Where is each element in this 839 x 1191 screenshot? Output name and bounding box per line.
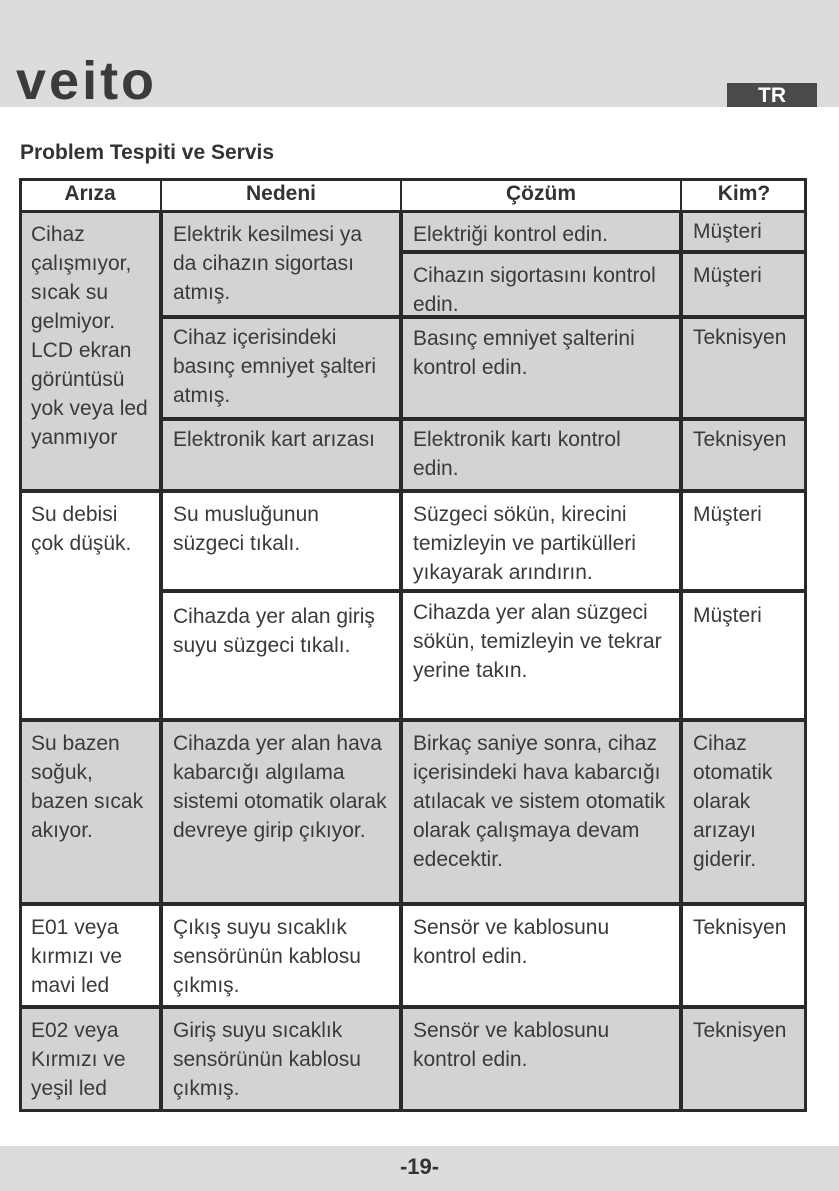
cause-cell: Çıkış suyu sıcaklık sensörünün kablosu çıkmış.	[161, 904, 401, 1007]
solution-cell: Cihazın sigortasını kontrol edin.	[401, 252, 681, 317]
cause-cell: Giriş suyu sıcaklık sensörünün kablosu çıkmış.	[161, 1007, 401, 1112]
solution-cell: Elektronik kartı kontrol edin.	[401, 419, 681, 491]
who-cell: Müşteri	[681, 591, 807, 720]
fault-cell: Su debisi çok düşük.	[19, 491, 161, 720]
solution-cell: Sensör ve kablosunu kontrol edin.	[401, 904, 681, 1007]
cause-cell: Elektronik kart arızası	[161, 419, 401, 491]
cause-cell: Elektrik kesilmesi ya da cihazın sigortası atmış.	[161, 211, 401, 317]
solution-cell: Cihazda yer alan süzgeci sökün, temizleyin ve tekrar yerine takın.	[401, 591, 681, 720]
solution-cell: Elektriği kontrol edin.	[401, 211, 681, 252]
cause-cell: Su musluğunun süzgeci tıkalı.	[161, 491, 401, 591]
cause-cell: Cihazda yer alan giriş suyu süzgeci tıkalı.	[161, 591, 401, 720]
fault-cell: Cihaz çalışmıyor, sıcak su gelmiyor. LCD ekran görüntüsü yok veya led yanmıyor	[19, 211, 161, 491]
who-cell: Teknisyen	[681, 419, 807, 491]
who-cell: Müşteri	[681, 211, 807, 252]
who-cell: Teknisyen	[681, 1007, 807, 1112]
brand-logo: veito	[16, 51, 158, 111]
solution-cell: Süzgeci sökün, kirecini temizleyin ve partikülleri yıkayarak arındırın.	[401, 491, 681, 591]
troubleshooting-table	[19, 178, 807, 1112]
page-number: -19-	[399, 1154, 440, 1179]
header-solution: Çözüm	[401, 178, 681, 211]
solution-cell: Basınç emniyet şalterini kontrol edin.	[401, 317, 681, 419]
section-title: Problem Tespiti ve Servis	[20, 141, 275, 164]
who-cell: Cihaz otomatik olarak arızayı giderir.	[681, 720, 807, 904]
who-cell: Müşteri	[681, 491, 807, 591]
solution-cell: Sensör ve kablosunu kontrol edin.	[401, 1007, 681, 1112]
who-cell: Müşteri	[681, 252, 807, 317]
cause-cell: Cihaz içerisindeki basınç emniyet şalteri atmış.	[161, 317, 401, 419]
header-fault: Arıza	[19, 178, 161, 211]
header-cause: Nedeni	[161, 178, 401, 211]
language-badge: TR	[727, 83, 817, 107]
cause-cell: Cihazda yer alan hava kabarcığı algılama sistemi otomatik olarak devreye girip çıkıyor.	[161, 720, 401, 904]
fault-cell: Su bazen soğuk, bazen sıcak akıyor.	[19, 720, 161, 904]
fault-cell: E01 veya kırmızı ve mavi led	[19, 904, 161, 1007]
who-cell: Teknisyen	[681, 317, 807, 419]
fault-cell: E02 veya Kırmızı ve yeşil led	[19, 1007, 161, 1112]
who-cell: Teknisyen	[681, 904, 807, 1007]
header-who: Kim?	[681, 178, 807, 211]
solution-cell: Birkaç saniye sonra, cihaz içerisindeki hava kabarcığı atılacak ve sistem otomatik olarak çalışmaya devam edecektir.	[401, 720, 681, 904]
